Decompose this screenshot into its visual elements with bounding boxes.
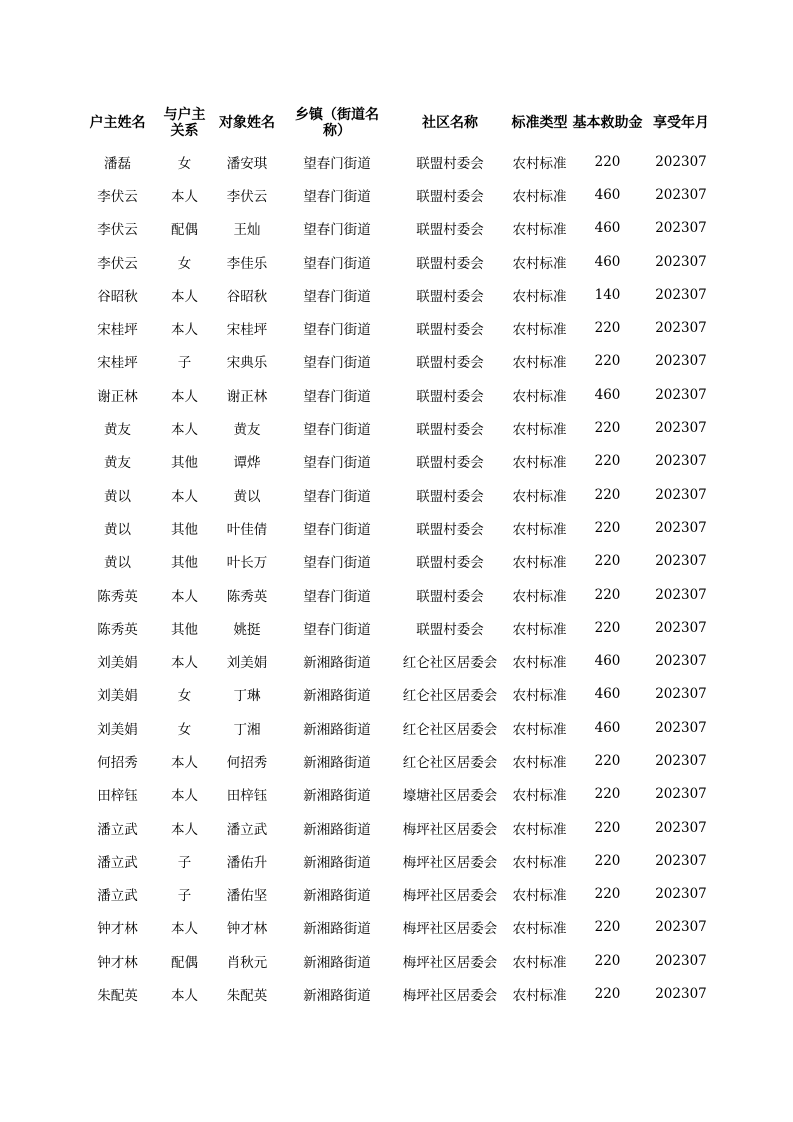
cell-town-street: 望春门街道 xyxy=(303,621,371,638)
cell-standard-type: 农村标准 xyxy=(512,988,567,1005)
cell-basic-allowance: 220 xyxy=(594,420,621,437)
cell-basic-allowance: 460 xyxy=(594,386,621,403)
cell-standard-type: 农村标准 xyxy=(512,788,567,805)
cell-town-street: 望春门街道 xyxy=(303,455,371,472)
cell-standard-type: 农村标准 xyxy=(512,521,567,538)
cell-period: 202307 xyxy=(655,153,707,170)
cell-town-street: 新湘路街道 xyxy=(303,821,371,838)
cell-household-head: 潘立武 xyxy=(97,888,138,905)
cell-basic-allowance: 220 xyxy=(594,320,621,337)
cell-community: 壕塘社区居委会 xyxy=(402,788,498,805)
table-row xyxy=(78,911,718,944)
cell-household-head: 谷昭秋 xyxy=(97,288,138,305)
cell-community: 联盟村委会 xyxy=(416,555,484,572)
cell-recipient-name: 谭烨 xyxy=(233,455,261,472)
cell-relationship: 本人 xyxy=(171,322,198,339)
cell-period: 202307 xyxy=(655,186,707,203)
table-header-row xyxy=(78,100,718,145)
cell-recipient-name: 宋桂坪 xyxy=(226,322,268,339)
cell-period: 202307 xyxy=(655,253,707,270)
cell-community: 联盟村委会 xyxy=(416,422,484,439)
cell-town-street: 新湘路街道 xyxy=(303,921,371,938)
cell-household-head: 刘美娟 xyxy=(97,721,138,738)
cell-basic-allowance: 220 xyxy=(594,886,621,903)
cell-period: 202307 xyxy=(655,819,707,836)
cell-recipient-name: 何招秀 xyxy=(226,754,268,771)
cell-relationship: 配偶 xyxy=(171,222,198,239)
table-row xyxy=(78,844,718,877)
cell-period: 202307 xyxy=(655,786,707,803)
cell-basic-allowance: 220 xyxy=(594,852,621,869)
cell-period: 202307 xyxy=(655,986,707,1003)
cell-period: 202307 xyxy=(655,353,707,370)
cell-basic-allowance: 220 xyxy=(594,786,621,803)
cell-period: 202307 xyxy=(655,486,707,503)
cell-relationship: 女 xyxy=(177,255,192,272)
cell-standard-type: 农村标准 xyxy=(512,655,567,672)
cell-community: 红仑社区居委会 xyxy=(402,688,498,705)
cell-standard-type: 农村标准 xyxy=(512,155,567,172)
cell-recipient-name: 肖秋元 xyxy=(226,954,268,971)
cell-community: 红仑社区居委会 xyxy=(402,754,498,771)
cell-standard-type: 农村标准 xyxy=(512,455,567,472)
cell-household-head: 李伏云 xyxy=(97,222,138,239)
table-row xyxy=(78,278,718,311)
cell-standard-type: 农村标准 xyxy=(512,388,567,405)
cell-relationship: 子 xyxy=(177,355,192,372)
cell-relationship: 女 xyxy=(177,688,192,705)
cell-period: 202307 xyxy=(655,386,707,403)
table-row xyxy=(78,811,718,844)
table-row xyxy=(78,744,718,777)
cell-town-street: 望春门街道 xyxy=(303,288,371,305)
table-row xyxy=(78,178,718,211)
cell-town-street: 望春门街道 xyxy=(303,255,371,272)
cell-relationship: 本人 xyxy=(171,422,198,439)
cell-household-head: 黄友 xyxy=(104,422,131,439)
cell-relationship: 本人 xyxy=(171,488,198,505)
table-row xyxy=(78,245,718,278)
cell-town-street: 望春门街道 xyxy=(303,355,371,372)
cell-recipient-name: 黄友 xyxy=(233,422,261,439)
cell-town-street: 新湘路街道 xyxy=(303,888,371,905)
cell-relationship: 本人 xyxy=(171,288,198,305)
cell-town-street: 望春门街道 xyxy=(303,588,371,605)
cell-relationship: 子 xyxy=(177,888,192,905)
cell-recipient-name: 李伏云 xyxy=(226,188,268,205)
cell-basic-allowance: 460 xyxy=(594,686,621,703)
cell-recipient-name: 潘佑坚 xyxy=(226,888,268,905)
cell-recipient-name: 丁琳 xyxy=(233,688,261,705)
assistance-list-sheet xyxy=(78,100,718,1011)
cell-relationship: 配偶 xyxy=(171,954,198,971)
cell-recipient-name: 黄以 xyxy=(233,488,261,505)
cell-standard-type: 农村标准 xyxy=(512,954,567,971)
cell-town-street: 望春门街道 xyxy=(303,488,371,505)
cell-period: 202307 xyxy=(655,919,707,936)
cell-period: 202307 xyxy=(655,553,707,570)
cell-town-street: 望春门街道 xyxy=(303,422,371,439)
cell-household-head: 朱配英 xyxy=(97,988,138,1005)
cell-town-street: 新湘路街道 xyxy=(303,854,371,871)
cell-period: 202307 xyxy=(655,952,707,969)
cell-community: 红仑社区居委会 xyxy=(402,655,498,672)
cell-recipient-name: 李佳乐 xyxy=(226,255,268,272)
cell-community: 联盟村委会 xyxy=(416,388,484,405)
cell-standard-type: 农村标准 xyxy=(512,821,567,838)
table-row xyxy=(78,411,718,444)
cell-community: 联盟村委会 xyxy=(416,188,484,205)
cell-town-street: 新湘路街道 xyxy=(303,788,371,805)
cell-relationship: 女 xyxy=(177,721,192,738)
cell-period: 202307 xyxy=(655,686,707,703)
cell-household-head: 黄以 xyxy=(104,521,131,538)
cell-recipient-name: 谷昭秋 xyxy=(226,288,268,305)
cell-household-head: 潘立武 xyxy=(97,854,138,871)
cell-household-head: 刘美娟 xyxy=(97,655,138,672)
cell-standard-type: 农村标准 xyxy=(512,255,567,272)
cell-household-head: 李伏云 xyxy=(97,188,138,205)
header-town-street: 乡镇（街道名称） xyxy=(295,106,379,139)
table-row xyxy=(78,145,718,178)
table-row xyxy=(78,778,718,811)
cell-household-head: 潘立武 xyxy=(97,821,138,838)
cell-town-street: 新湘路街道 xyxy=(303,954,371,971)
header-recipient-name: 对象姓名 xyxy=(219,114,275,131)
cell-basic-allowance: 220 xyxy=(594,752,621,769)
table-row xyxy=(78,511,718,544)
table-row xyxy=(78,644,718,677)
cell-household-head: 黄以 xyxy=(104,488,131,505)
cell-standard-type: 农村标准 xyxy=(512,721,567,738)
cell-community: 联盟村委会 xyxy=(416,488,484,505)
table-row xyxy=(78,311,718,344)
cell-standard-type: 农村标准 xyxy=(512,222,567,239)
cell-recipient-name: 朱配英 xyxy=(226,988,268,1005)
cell-recipient-name: 叶长万 xyxy=(226,555,268,572)
cell-period: 202307 xyxy=(655,320,707,337)
cell-town-street: 望春门街道 xyxy=(303,155,371,172)
cell-household-head: 陈秀英 xyxy=(97,588,138,605)
assistance-table xyxy=(78,100,718,1011)
cell-period: 202307 xyxy=(655,286,707,303)
header-household-head: 户主姓名 xyxy=(89,114,146,131)
cell-basic-allowance: 460 xyxy=(594,220,621,237)
table-row xyxy=(78,977,718,1010)
cell-basic-allowance: 220 xyxy=(594,486,621,503)
header-standard-type: 标准类型 xyxy=(511,114,568,131)
cell-standard-type: 农村标准 xyxy=(512,921,567,938)
cell-town-street: 新湘路街道 xyxy=(303,655,371,672)
cell-standard-type: 农村标准 xyxy=(512,488,567,505)
cell-recipient-name: 潘佑升 xyxy=(226,854,268,871)
table-row xyxy=(78,478,718,511)
cell-recipient-name: 叶佳倩 xyxy=(226,521,268,538)
cell-community: 梅坪社区居委会 xyxy=(402,954,498,971)
cell-community: 梅坪社区居委会 xyxy=(402,821,498,838)
cell-relationship: 本人 xyxy=(171,821,198,838)
cell-town-street: 望春门街道 xyxy=(303,521,371,538)
table-row xyxy=(78,445,718,478)
cell-relationship: 本人 xyxy=(171,588,198,605)
cell-standard-type: 农村标准 xyxy=(512,621,567,638)
cell-relationship: 本人 xyxy=(171,655,198,672)
cell-town-street: 望春门街道 xyxy=(303,388,371,405)
header-relationship: 与户主关系 xyxy=(163,106,206,139)
cell-standard-type: 农村标准 xyxy=(512,888,567,905)
cell-basic-allowance: 220 xyxy=(594,619,621,636)
cell-period: 202307 xyxy=(655,586,707,603)
cell-household-head: 田梓钰 xyxy=(97,788,138,805)
cell-town-street: 新湘路街道 xyxy=(303,754,371,771)
cell-standard-type: 农村标准 xyxy=(512,422,567,439)
table-row xyxy=(78,212,718,245)
cell-household-head: 陈秀英 xyxy=(97,621,138,638)
cell-basic-allowance: 460 xyxy=(594,253,621,270)
table-row xyxy=(78,545,718,578)
cell-household-head: 潘磊 xyxy=(104,155,131,172)
cell-basic-allowance: 460 xyxy=(594,653,621,670)
table-body xyxy=(78,145,718,1011)
cell-recipient-name: 宋典乐 xyxy=(226,355,268,372)
cell-period: 202307 xyxy=(655,886,707,903)
cell-standard-type: 农村标准 xyxy=(512,288,567,305)
cell-recipient-name: 潘立武 xyxy=(226,821,268,838)
cell-period: 202307 xyxy=(655,420,707,437)
cell-basic-allowance: 220 xyxy=(594,919,621,936)
cell-recipient-name: 谢正林 xyxy=(226,388,268,405)
cell-standard-type: 农村标准 xyxy=(512,555,567,572)
cell-community: 梅坪社区居委会 xyxy=(402,854,498,871)
cell-community: 联盟村委会 xyxy=(416,288,484,305)
cell-household-head: 谢正林 xyxy=(97,388,138,405)
cell-standard-type: 农村标准 xyxy=(512,754,567,771)
cell-relationship: 本人 xyxy=(171,788,198,805)
cell-standard-type: 农村标准 xyxy=(512,322,567,339)
table-row xyxy=(78,944,718,977)
cell-household-head: 宋桂坪 xyxy=(97,322,138,339)
cell-relationship: 其他 xyxy=(171,455,198,472)
cell-household-head: 钟才林 xyxy=(97,954,138,971)
cell-period: 202307 xyxy=(655,653,707,670)
cell-relationship: 子 xyxy=(177,854,192,871)
cell-household-head: 何招秀 xyxy=(97,754,138,771)
cell-standard-type: 农村标准 xyxy=(512,188,567,205)
cell-community: 联盟村委会 xyxy=(416,322,484,339)
cell-relationship: 其他 xyxy=(171,555,198,572)
cell-community: 梅坪社区居委会 xyxy=(402,988,498,1005)
cell-household-head: 宋桂坪 xyxy=(97,355,138,372)
cell-household-head: 李伏云 xyxy=(97,255,138,272)
cell-community: 联盟村委会 xyxy=(416,521,484,538)
cell-basic-allowance: 460 xyxy=(594,186,621,203)
cell-basic-allowance: 220 xyxy=(594,986,621,1003)
cell-basic-allowance: 220 xyxy=(594,453,621,470)
cell-community: 联盟村委会 xyxy=(416,255,484,272)
cell-community: 联盟村委会 xyxy=(416,621,484,638)
header-basic-allowance: 基本救助金 xyxy=(572,114,643,131)
cell-town-street: 新湘路街道 xyxy=(303,688,371,705)
header-period: 享受年月 xyxy=(653,114,709,131)
cell-standard-type: 农村标准 xyxy=(512,854,567,871)
cell-basic-allowance: 220 xyxy=(594,553,621,570)
cell-relationship: 本人 xyxy=(171,754,198,771)
cell-period: 202307 xyxy=(655,619,707,636)
table-row xyxy=(78,678,718,711)
header-community: 社区名称 xyxy=(422,114,478,131)
cell-relationship: 本人 xyxy=(171,388,198,405)
cell-basic-allowance: 460 xyxy=(594,719,621,736)
cell-recipient-name: 王灿 xyxy=(233,222,261,239)
cell-community: 联盟村委会 xyxy=(416,588,484,605)
cell-relationship: 其他 xyxy=(171,621,198,638)
cell-household-head: 钟才林 xyxy=(97,921,138,938)
cell-recipient-name: 潘安琪 xyxy=(226,155,268,172)
cell-town-street: 新湘路街道 xyxy=(303,721,371,738)
cell-town-street: 望春门街道 xyxy=(303,222,371,239)
cell-community: 梅坪社区居委会 xyxy=(402,888,498,905)
cell-standard-type: 农村标准 xyxy=(512,688,567,705)
cell-town-street: 新湘路街道 xyxy=(303,988,371,1005)
cell-period: 202307 xyxy=(655,719,707,736)
cell-town-street: 望春门街道 xyxy=(303,322,371,339)
cell-recipient-name: 刘美娟 xyxy=(226,655,268,672)
cell-community: 联盟村委会 xyxy=(416,355,484,372)
cell-recipient-name: 钟才林 xyxy=(226,921,268,938)
cell-period: 202307 xyxy=(655,852,707,869)
cell-period: 202307 xyxy=(655,220,707,237)
cell-basic-allowance: 220 xyxy=(594,819,621,836)
cell-relationship: 本人 xyxy=(171,921,198,938)
cell-town-street: 望春门街道 xyxy=(303,555,371,572)
cell-period: 202307 xyxy=(655,752,707,769)
cell-community: 联盟村委会 xyxy=(416,455,484,472)
cell-basic-allowance: 220 xyxy=(594,353,621,370)
cell-community: 联盟村委会 xyxy=(416,222,484,239)
cell-town-street: 望春门街道 xyxy=(303,188,371,205)
table-row xyxy=(78,578,718,611)
cell-period: 202307 xyxy=(655,519,707,536)
cell-relationship: 本人 xyxy=(171,188,198,205)
cell-recipient-name: 姚挺 xyxy=(233,621,261,638)
cell-basic-allowance: 220 xyxy=(594,519,621,536)
cell-basic-allowance: 140 xyxy=(594,286,621,303)
cell-relationship: 女 xyxy=(177,155,192,172)
cell-community: 联盟村委会 xyxy=(416,155,484,172)
table-row xyxy=(78,378,718,411)
cell-recipient-name: 丁湘 xyxy=(233,721,261,738)
cell-basic-allowance: 220 xyxy=(594,586,621,603)
cell-household-head: 黄友 xyxy=(104,455,131,472)
cell-standard-type: 农村标准 xyxy=(512,355,567,372)
cell-household-head: 黄以 xyxy=(104,555,131,572)
table-row xyxy=(78,711,718,744)
table-row xyxy=(78,611,718,644)
cell-recipient-name: 田梓钰 xyxy=(226,788,268,805)
cell-basic-allowance: 220 xyxy=(594,952,621,969)
cell-recipient-name: 陈秀英 xyxy=(226,588,268,605)
cell-basic-allowance: 220 xyxy=(594,153,621,170)
cell-household-head: 刘美娟 xyxy=(97,688,138,705)
table-row xyxy=(78,878,718,911)
cell-relationship: 本人 xyxy=(171,988,198,1005)
cell-community: 红仑社区居委会 xyxy=(402,721,498,738)
cell-relationship: 其他 xyxy=(171,521,198,538)
table-row xyxy=(78,345,718,378)
cell-standard-type: 农村标准 xyxy=(512,588,567,605)
cell-community: 梅坪社区居委会 xyxy=(402,921,498,938)
cell-period: 202307 xyxy=(655,453,707,470)
